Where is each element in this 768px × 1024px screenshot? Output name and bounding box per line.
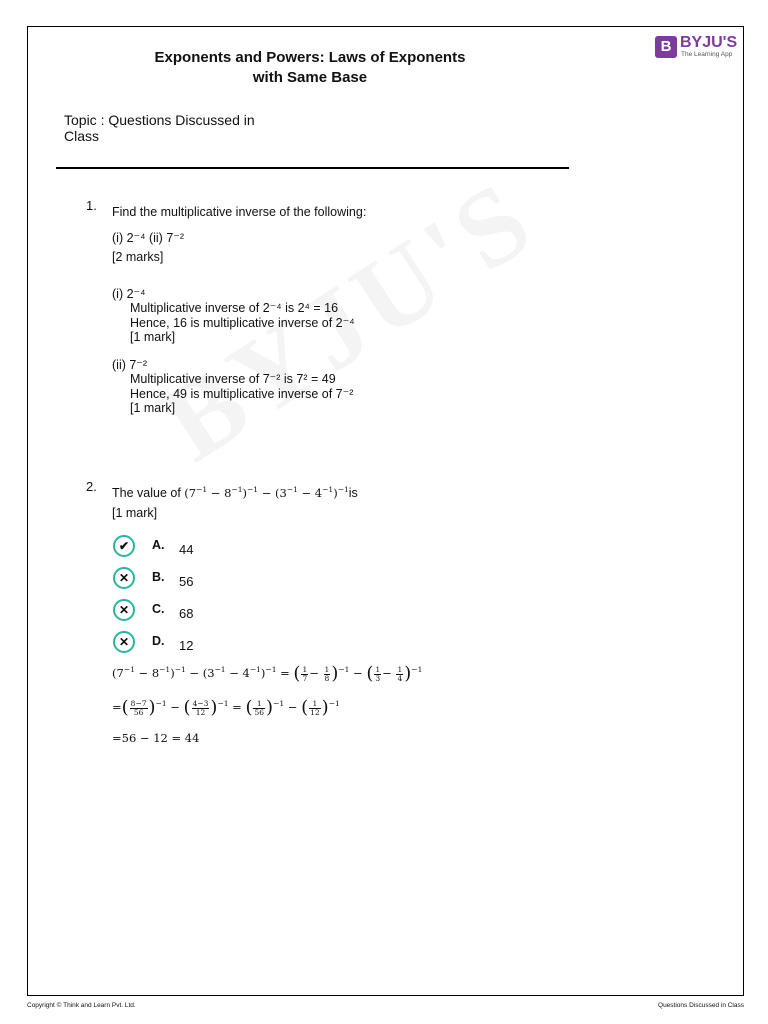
solution-i-line-1: Multiplicative inverse of 2⁻⁴ is 2⁴ = 16 bbox=[130, 301, 339, 315]
question-1-parts: (i) 2⁻⁴ (ii) 7⁻² bbox=[112, 231, 185, 245]
option-c-value: 68 bbox=[179, 606, 194, 621]
option-b-letter: B. bbox=[152, 570, 165, 584]
question-1-number: 1. bbox=[86, 198, 97, 213]
cross-icon: ✕ bbox=[113, 599, 135, 621]
option-d-value: 12 bbox=[179, 638, 194, 653]
logo-tagline: The Learning App bbox=[681, 51, 733, 58]
solution-ii-line-1: Multiplicative inverse of 7⁻² is 7² = 49 bbox=[130, 372, 336, 386]
cross-icon: ✕ bbox=[113, 631, 135, 653]
solution-ii-mark: [1 mark] bbox=[130, 401, 176, 415]
option-a-letter: A. bbox=[152, 538, 165, 552]
check-icon: ✔ bbox=[113, 535, 135, 557]
divider bbox=[56, 167, 569, 169]
brand-logo bbox=[655, 35, 741, 61]
page-title bbox=[120, 48, 500, 88]
title-line-1: Exponents and Powers: Laws of Exponents bbox=[154, 49, 466, 66]
solution-ii-head: (ii) 7⁻² bbox=[112, 358, 148, 372]
solution-ii-line-2: Hence, 49 is multiplicative inverse of 7⁻² bbox=[130, 387, 354, 401]
question-1-marks: [2 marks] bbox=[112, 250, 164, 264]
solution-step-1: $(7^{-1} - 8^{-1})^{-1} - (3^{-1} - 4^{-1})^{-1}$ = ( $\frac{1}{7}$ − $\frac{1}{8}$ )$^{-1}$ − ( $\frac{1}{3}$ − $\frac{1}{4}$ )$^{-1}$ bbox=[112, 663, 423, 684]
question-2-marks: [1 mark] bbox=[112, 506, 158, 520]
solution-i-line-2: Hence, 16 is multiplicative inverse of 2⁻⁴ bbox=[130, 316, 355, 330]
footer-section: Questions Discussed in Class bbox=[658, 1002, 744, 1009]
question-2-expression: $(7^{-1} - 8^{-1})^{-1} - (3^{-1} - 4^{-1})^{-1}$ bbox=[184, 485, 349, 500]
option-d-letter: D. bbox=[152, 634, 165, 648]
cross-icon: ✕ bbox=[113, 567, 135, 589]
solution-i-head: (i) 2⁻⁴ bbox=[112, 287, 146, 301]
question-2-prompt-suffix: is bbox=[348, 486, 358, 500]
solution-final: =56 − 12 = 44 bbox=[112, 731, 200, 745]
logo-icon: B bbox=[655, 36, 677, 58]
footer-copyright: Copyright © Think and Learn Pvt. Ltd. bbox=[27, 1002, 136, 1009]
topic-heading bbox=[64, 112, 294, 144]
question-1-prompt: Find the multiplicative inverse of the following: bbox=[112, 205, 367, 219]
question-2-prompt-prefix: The value of bbox=[112, 486, 181, 500]
option-b-value: 56 bbox=[179, 574, 194, 589]
question-2-number: 2. bbox=[86, 479, 97, 494]
logo-name: BYJU'S bbox=[680, 34, 738, 51]
solution-i-mark: [1 mark] bbox=[130, 330, 176, 344]
option-a-value: 44 bbox=[179, 542, 194, 557]
question-2-prompt bbox=[112, 486, 358, 501]
topic-line-2: Class bbox=[64, 128, 100, 144]
option-c-letter: C. bbox=[152, 602, 165, 616]
topic-line-1: Topic : Questions Discussed in bbox=[64, 112, 255, 128]
solution-step-2: =( $\frac{8-7}{56}$ )$^{-1}$ − ( $\frac{4-3}{12}$ )$^{-1}$ = ( $\frac{1}{56}$ )$^{-1}$ − ( $\frac{1}{12}$ )$^{-1}$ bbox=[112, 697, 340, 718]
title-line-2: with Same Base bbox=[252, 69, 368, 86]
